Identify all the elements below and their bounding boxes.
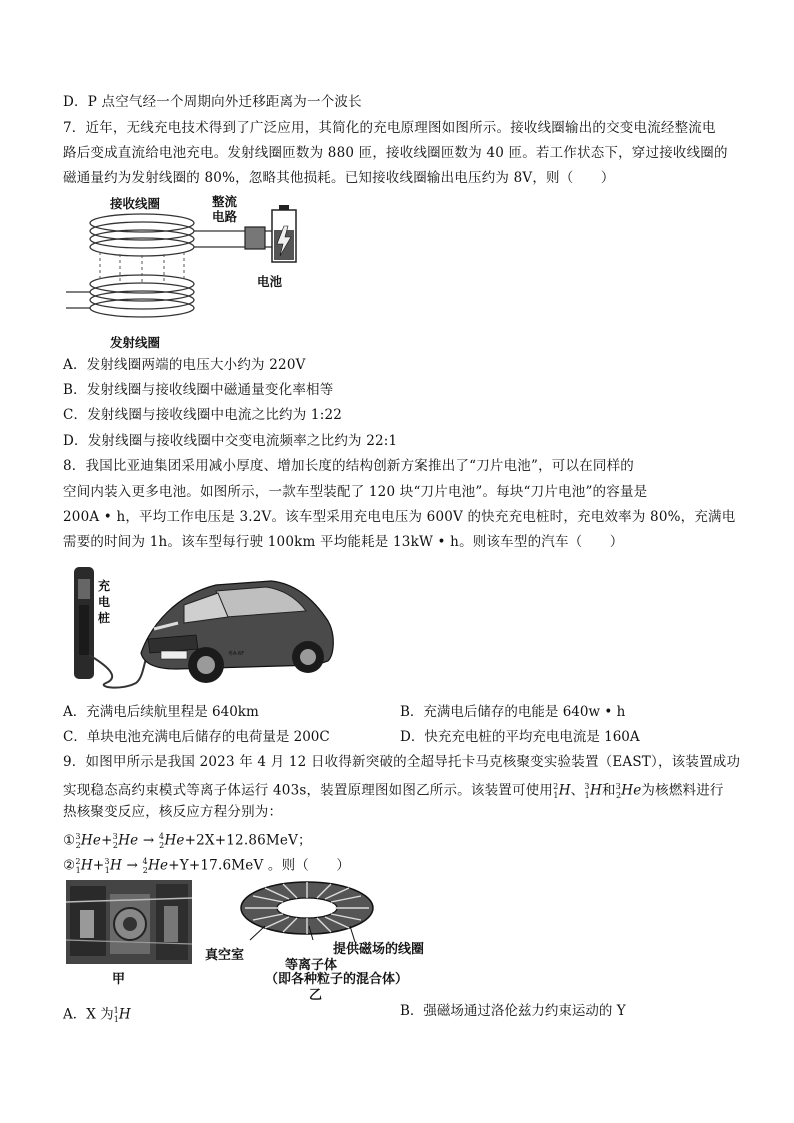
q8-stem-line-2: 空间内装入更多电池。如图所示，一款车型装配了 120 块“刀片电池”。每块“刀片电池”的容量是 (63, 484, 648, 500)
q9-option-a-text: A．X 为 (63, 1006, 114, 1023)
eq2-tail: +Y+17.6MeV 。则（ ） (168, 857, 351, 874)
charging-pile-label-1: 充 (98, 579, 111, 593)
q9-stem-line-2-text: 实现稳态高约束模式等离子体运行 403s，装置原理图如图乙所示。该装置可使用 (63, 782, 554, 799)
vacuum-chamber-label: 真空室 (205, 948, 245, 963)
q8-option-b: B．充满电后储存的电能是 640w • h (400, 704, 626, 720)
coil-diagram (62, 190, 347, 350)
charging-pile-label-2: 电 (98, 595, 111, 609)
q7-option-a: A．发射线圈两端的电压大小约为 220V (63, 357, 306, 373)
q8-option-a: A．充满电后续航里程是 640km (63, 704, 259, 720)
q8-car-charging-figure (66, 565, 338, 693)
receive-coil-label: 接收线圈 (110, 196, 161, 211)
proton-symbol: H (118, 1006, 131, 1023)
eq1-lead: ① (63, 832, 76, 849)
east-device-photo (66, 880, 192, 964)
tritium-symbol: H (589, 782, 602, 799)
q8-stem-line-1: 8．我国比亚迪集团采用减小厚度、增加长度的结构创新方案推出了“刀片电池”，可以在同样的 (63, 458, 634, 474)
q9-equation-2: ②$^2_1$H+$^3_1$H → $^4_2$He+Y+17.6MeV 。则（ ） (63, 857, 351, 876)
eq1-tail: +2X+12.86MeV； (184, 832, 312, 849)
q8-option-c: C．单块电池充满电后储存的电荷量是 200C (63, 729, 330, 745)
rectifier-label-2: 电路 (212, 209, 238, 224)
q7-option-b: B．发射线圈与接收线圈中磁通量变化率相等 (63, 382, 334, 398)
fuel-separator-2: 和 (601, 782, 616, 799)
q9-stem-line-2: 实现稳态高约束模式等离子体运行 403s，装置原理图如图乙所示。该装置可使用$^2_1$H、$^3_1$H和$^3_2$He为核燃料进行 (63, 782, 724, 801)
figure-b-caption: 乙 (309, 988, 323, 1003)
q9-option-b: B．强磁场通过洛伦兹力约束运动的 Y (400, 1003, 626, 1019)
q9-option-a: A．X 为$^1_1$H (63, 1006, 131, 1025)
rectifier-label-1: 整流 (212, 194, 238, 209)
eq2-lead: ② (63, 857, 76, 874)
q9-tokamak-diagram (205, 878, 440, 1003)
q9-equation-1: ①$^3_2$He+$^3_2$He → $^4_2$He+2X+12.86MeV； (63, 832, 312, 851)
particle-mixture-label: （即各种粒子的混合体） (265, 972, 409, 987)
license-plate: 粤A·6F (228, 651, 245, 657)
battery-label: 电池 (257, 274, 283, 289)
q6-option-d: D．P 点空气经一个周期向外迁移距离为一个波长 (63, 94, 362, 110)
q7-stem-line-3: 磁通量约为发射线圈的 80%，忽略其他损耗。已知接收线圈输出电压约为 8V，则（ ） (63, 170, 615, 186)
fuel-tail-text: 为核燃料进行 (641, 782, 724, 799)
magnetic-coil-label: 提供磁场的线圈 (333, 942, 425, 957)
q7-stem-line-2: 路后变成直流给电池充电。发射线圈匝数为 880 匝，接收线圈匝数为 40 匝。若工作状态下，穿过接收线圈的 (63, 145, 728, 161)
q9-east-photo (66, 880, 192, 964)
q9-stem-line-1: 9．如图甲所示是我国 2023 年 4 月 12 日收得新突破的全超导托卡马克核聚变实验装置（EAST），该装置成功 (63, 754, 741, 770)
q7-stem-line-1: 7．近年，无线充电技术得到了广泛应用，其简化的充电原理图如图所示。接收线圈输出的交变电流经整流电 (63, 120, 716, 136)
plasma-label: 等离子体 (285, 958, 338, 973)
q7-option-c: C．发射线圈与接收线圈中电流之比约为 1:22 (63, 407, 343, 423)
transmit-coil-label: 发射线圈 (110, 335, 161, 350)
q7-option-d: D．发射线圈与接收线圈中交变电流频率之比约为 22:1 (63, 433, 398, 449)
q7-wireless-charging-figure (62, 190, 347, 350)
charging-pile-label-3: 桩 (98, 611, 111, 625)
q8-option-d: D．快充充电桩的平均充电电流是 160A (400, 729, 640, 745)
deuterium-symbol: H (558, 782, 571, 799)
q9-stem-line-3: 热核聚变反应，核反应方程分别为： (63, 804, 283, 820)
q8-stem-line-4: 需要的时间为 1h。该车型每行驶 100km 平均能耗是 13kW • h。则该车型的汽车（ ） (63, 534, 624, 550)
figure-a-caption: 甲 (112, 972, 126, 987)
helium3-symbol: He (621, 782, 642, 799)
fuel-separator-1: 、 (570, 782, 585, 799)
q8-stem-line-3: 200A • h，平均工作电压是 3.2V。该车型采用充电电压为 600V 的快充充电桩时，充电效率为 80%，充满电 (63, 509, 736, 525)
